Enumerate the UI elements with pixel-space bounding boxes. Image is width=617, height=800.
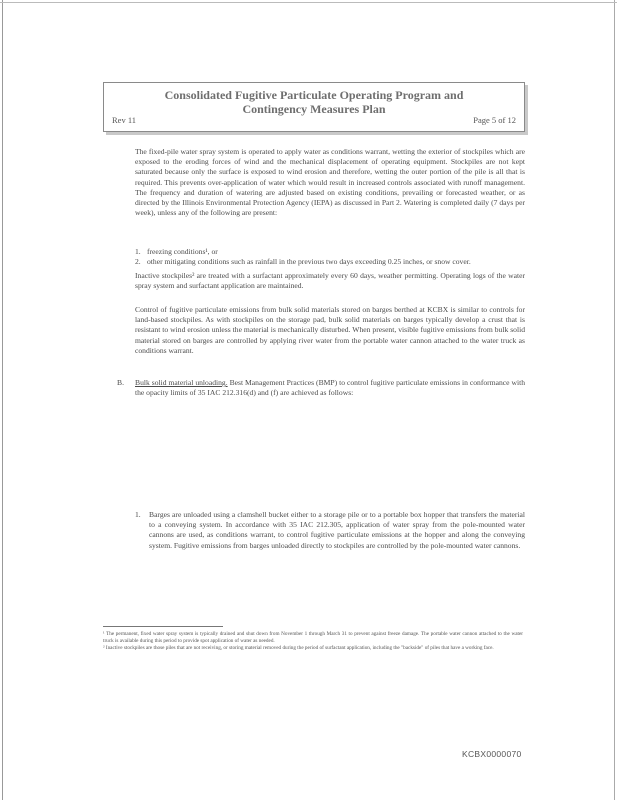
header-title (104, 88, 524, 116)
header-title-line1: Consolidated Fugitive Particulate Operating Program and (164, 88, 464, 102)
scan-edge-right (614, 0, 615, 800)
scan-edge-top (0, 2, 617, 3)
paragraph-inactive-stockpiles: Inactive stockpiles² are treated with a surfactant approximately every 60 days, weather permitting. Operating logs of the water spray system and surfactant application are maintained. (135, 271, 525, 291)
page-number: Page 5 of 12 (473, 115, 516, 125)
section-b-text (135, 378, 525, 398)
paragraph-barge-control: Control of fugitive particulate emissions from bulk solid materials stored on barges berthed at KCBX is similar to controls for land-based stockpiles. As with stockpiles on the storage pad, bulk solid materials on barges typically develop a crust that is resistant to wind erosion unless the material is mechanically disturbed. When present, visible fugitive emissions from bulk solid material stored on barges are controlled by applying river water from the portable water cannon attached to the water truck as conditions warrant. (135, 305, 525, 355)
list-item-number: 1. (135, 247, 141, 256)
condition-list (135, 247, 525, 267)
paragraph-water-spray: The fixed-pile water spray system is operated to apply water as conditions warrant, wetting the exterior of stockpiles which are exposed to the eroding forces of wind and the mechanical displacement of operating equipment. Stockpiles are not kept saturated because only the surface is exposed to wind erosion and therefore, wetting the outer portion of the pile is all that is required. This prevents over-application of water which would result in increased controls associated with runoff management. The frequency and duration of watering are adjusted based on existing conditions, prevailing or forecasted weather, or as directed by the Illinois Environmental Protection Agency (IEPA) as discussed in Part 2. Watering is completed daily (7 days per week), unless any of the following are present: (135, 147, 525, 218)
list-item (135, 257, 525, 267)
footnotes (103, 631, 523, 652)
list-item-number: 2. (135, 257, 141, 267)
subsection-number: 1. (135, 510, 141, 519)
subsection-text: Barges are unloaded using a clamshell bucket either to a storage pile or to a portable box hopper that transfers the material to a conveying system. In accordance with 35 IAC 212.305, application of water spray from the pole-mounted water cannons are used, as conditions warrant, to control fugitive particulate emissions at the hopper and along the conveying system. Fugitive emissions from barges unloaded directly to stockpiles are controlled by the pole-mounted water cannons. (149, 510, 525, 550)
section-letter: B. (117, 378, 124, 387)
list-item-text: other mitigating conditions such as rainfall in the previous two days exceeding 0.25 inches, or snow cover. (147, 257, 471, 267)
section-b-title: Bulk solid material unloading. (135, 378, 228, 387)
bates-number: KCBX0000070 (462, 749, 522, 759)
footnote-2: ² Inactive stockpiles are those piles that are not receiving, or storing material removed during the period of surfactant application, including the "backside" of piles that have a working face. (103, 645, 494, 651)
header-title-line2: Contingency Measures Plan (242, 102, 386, 116)
footnote-1: ¹ The permanent, fixed water spray system is typically drained and shut down from November 1 through March 31 to prevent against freeze damage. The portable water cannon attached to the water truck is available during this period to provide spot application of water as needed. (103, 631, 523, 644)
revision-label: Rev 11 (112, 115, 137, 125)
scan-edge-left (2, 0, 3, 800)
footnote-divider (103, 626, 223, 627)
section-b-body: Best Management Practices (BMP) to control fugitive particulate emissions in conformance with the opacity limits of 35 IAC 212.316(d) and (f) are achieved as follows: (135, 378, 525, 398)
list-item (135, 247, 525, 257)
list-item-text: freezing conditions¹, or (147, 247, 218, 256)
document-header (103, 82, 525, 132)
